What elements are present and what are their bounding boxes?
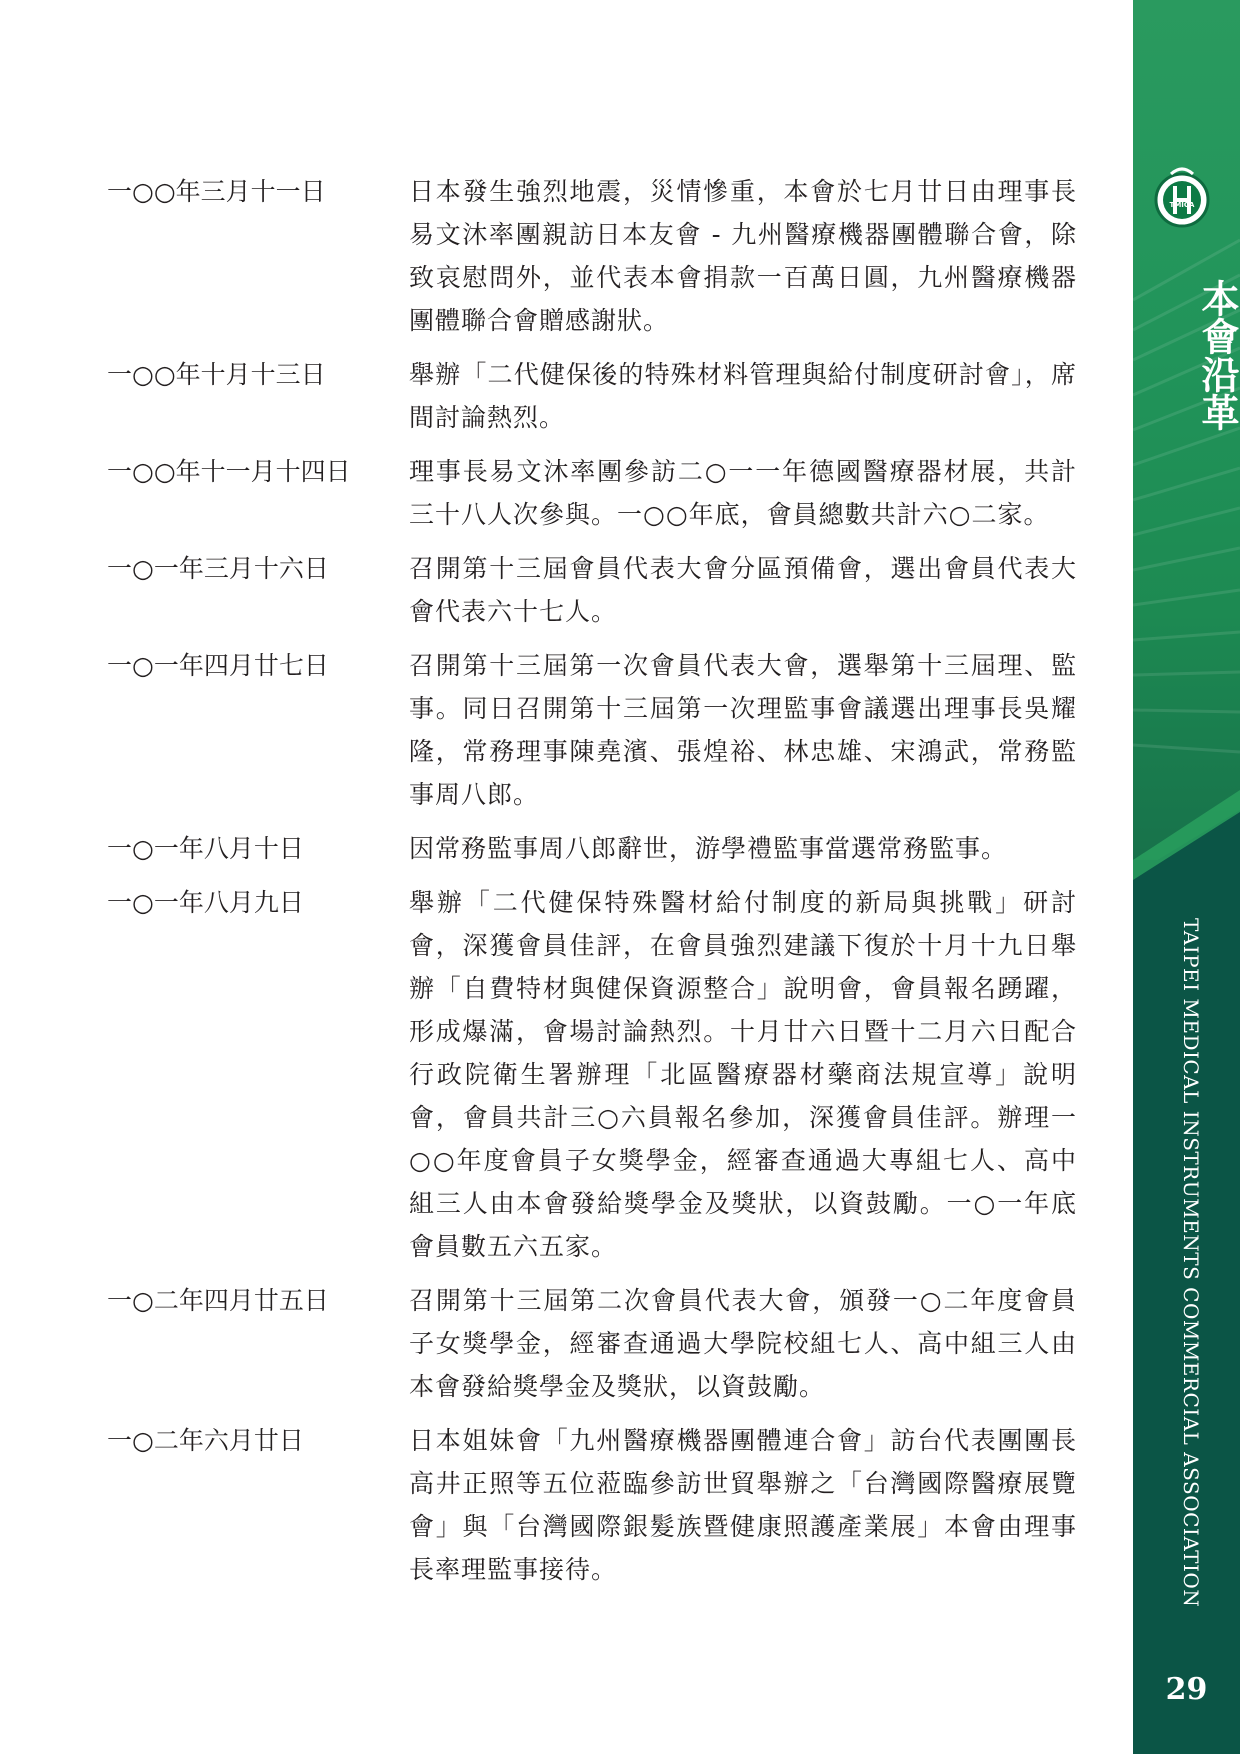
timeline-entry [107,1279,1077,1408]
entry-date: 一○二年四月廿五日 [107,1286,329,1315]
entry-date: 一○○年十月十三日 [107,360,326,389]
entry-text: 日本發生強烈地震，災情慘重，本會於七月廿日由理事長易文沐率團親訪日本友會 - 九州醫療機器團體聯合會，除致哀慰問外，並代表本會捐款一百萬日圓，九州醫療機器團體聯合會贈感謝狀。 [409,177,1077,335]
logo-text: TMICA [1169,201,1195,209]
entry-text: 因常務監事周八郎辭世，游學禮監事當選常務監事。 [409,834,1008,863]
timeline-entry [107,547,1077,633]
entry-date: 一○○年三月十一日 [107,177,326,206]
entry-text: 舉辦「二代健保特殊醫材給付制度的新局與挑戰」研討會，深獲會員佳評，在會員強烈建議下復於十月十九日舉辦「自費特材與健保資源整合」說明會，會員報名踴躍，形成爆滿，會場討論熱烈。十月廿六日暨十二月六日配合行政院衛生署辦理「北區醫療器材藥商法規宣導」說明會，會員共計三○六員報名參加，深獲會員佳評。辦理一○○年度會員子女獎學金，經審查通過大專組七人、高中組三人由本會發給獎學金及獎狀，以資鼓勵。一○一年底會員數五六五家。 [409,888,1077,1261]
entry-text: 召開第十三屆第一次會員代表大會，選舉第十三屆理、監事。同日召開第十三屆第一次理監事會議選出理事長吳耀隆，常務理事陳堯濱、張煌裕、林忠雄、宋鴻武，常務監事周八郎。 [409,651,1077,809]
timeline-entry [107,827,1077,870]
association-logo [1149,160,1215,234]
timeline-entry [107,170,1077,342]
timeline [107,170,1077,1602]
entry-date: 一○一年八月十日 [107,834,304,863]
timeline-entry [107,450,1077,536]
timeline-entry [107,1419,1077,1591]
entry-date: 一○二年六月廿日 [107,1426,304,1455]
section-title [1133,255,1240,455]
entry-text: 召開第十三屆會員代表大會分區預備會，選出會員代表大會代表六十七人。 [409,554,1077,626]
page-number: 29 [1165,1672,1208,1707]
entry-date: 一○一年八月九日 [107,888,304,917]
timeline-entry [107,881,1077,1268]
timeline-entry [107,353,1077,439]
entry-date: 一○一年三月十六日 [107,554,329,583]
section-title-text: 本會沿革 [1195,279,1240,431]
entry-date: 一○一年四月廿七日 [107,651,329,680]
entry-text: 舉辦「二代健保後的特殊材料管理與給付制度研討會」，席間討論熱烈。 [409,360,1077,432]
entry-text: 理事長易文沐率團參訪二○一一年德國醫療器材展，共計三十八人次參與。一○○年底，會員總數共計六○二家。 [409,457,1077,529]
entry-text: 召開第十三屆第二次會員代表大會，頒發一○二年度會員子女獎學金，經審查通過大學院校組七人、高中組三人由本會發給獎學金及獎狀，以資鼓勵。 [409,1286,1077,1401]
timeline-entry [107,644,1077,816]
entry-date: 一○○年十一月十四日 [107,457,351,486]
entry-text: 日本姐妹會「九州醫療機器團體連合會」訪台代表團團長高井正照等五位蒞臨參訪世貿舉辦之「台灣國際醫療展覽會」與「台灣國際銀髮族暨健康照護產業展」本會由理事長率理監事接待。 [409,1426,1077,1584]
association-english-name: TAIPEI MEDICAL INSTRUMENTS COMMERCIAL ASSOCIATION [1179,918,1203,1608]
